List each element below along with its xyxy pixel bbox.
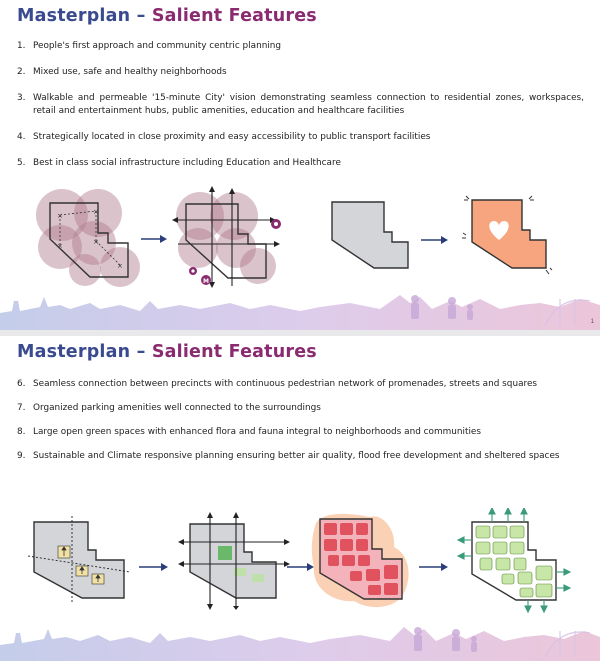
feature-item: 4. Strategically located in close proximity and easy accessibility to public transport facilities <box>17 132 431 142</box>
transit-node-icon <box>271 219 281 229</box>
feature-item: 6. Seamless connection between precincts with continuous pedestrian network of promenades, streets and squares <box>17 379 538 389</box>
climate-responsive-diagram <box>456 508 572 614</box>
site-plan-diagram <box>328 198 412 272</box>
svg-text:×: × <box>93 208 99 216</box>
parking-network-diagram <box>178 512 290 610</box>
feature-item: 1. People's first approach and community centric planning <box>17 41 282 51</box>
walkability-circles-diagram <box>30 185 140 290</box>
feature-item: 3. Walkable and permeable '15-minute City' vision demonstrating seamless connection to residential zones, workspaces, retail and entertainment hubs, public amenities, education and healthcare facilities <box>17 93 584 116</box>
arrow-icon <box>140 233 168 245</box>
feature-item: 7. Organized parking amenities well connected to the surroundings <box>17 403 321 413</box>
svg-text:×: × <box>93 238 99 246</box>
bus-icon <box>189 267 197 275</box>
feature-item: 8. Large open green spaces with enhanced flora and fauna integral to neighborhoods and communities <box>17 427 481 437</box>
community-heart-diagram <box>458 190 554 278</box>
arrow-icon <box>138 561 170 573</box>
slide-1 <box>0 0 600 330</box>
svg-text:×: × <box>57 242 63 250</box>
feature-item: 2. Mixed use, safe and healthy neighborhoods <box>17 67 227 77</box>
arrow-icon <box>418 561 450 573</box>
slide-1-title: Masterplan – Salient Features <box>17 6 317 26</box>
slide-2 <box>0 336 600 661</box>
feature-list-2 <box>17 378 584 463</box>
pedestrian-network-diagram <box>28 516 132 606</box>
skyline-illustration <box>0 285 600 330</box>
arrow-icon <box>420 234 450 246</box>
feature-item: 5. Best in class social infrastructure including Education and Healthcare <box>17 158 341 168</box>
skyline-illustration <box>0 619 600 661</box>
metro-icon <box>201 275 211 285</box>
page-number: 1 <box>590 319 594 325</box>
svg-text:×: × <box>57 212 63 220</box>
svg-text:×: × <box>117 262 123 270</box>
svg-text:M: M <box>203 278 209 285</box>
connectivity-axes-diagram <box>168 186 288 291</box>
slide-2-title: Masterplan – Salient Features <box>17 342 317 362</box>
feature-list-1 <box>17 40 584 170</box>
feature-item: 9. Sustainable and Climate responsive planning ensuring better air quality, flood free development and sheltered spaces <box>17 451 560 461</box>
green-spaces-diagram <box>310 511 412 611</box>
